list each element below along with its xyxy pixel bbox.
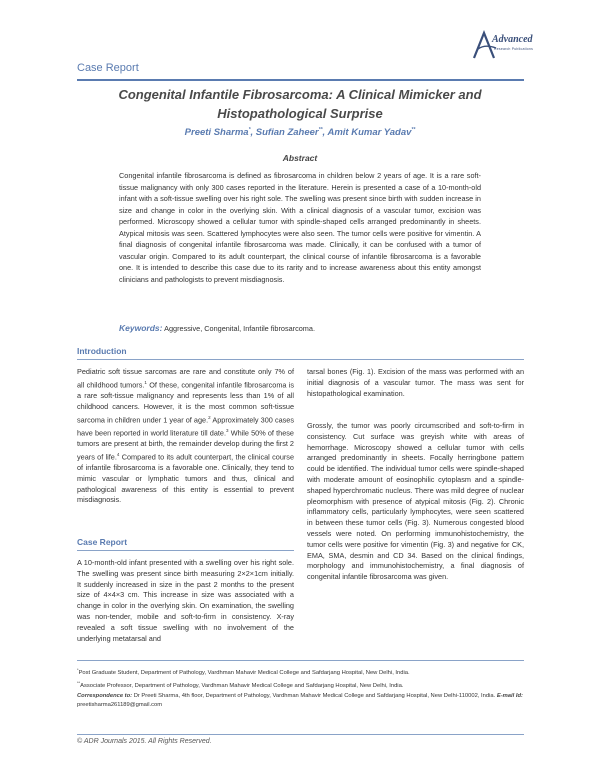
header-divider	[77, 79, 524, 81]
intro-text-2: Of these, congenital infantile fibrosarcoma is a rare soft-tissue malignancy and represents less than 1% of all childhood cancers. However, it is the most common soft-tissue sarcoma in children under 1 year of age.	[77, 380, 294, 425]
correspondence-label: Correspondence to:	[77, 692, 133, 699]
citation-4[interactable]: 4	[116, 451, 120, 457]
introduction-text	[77, 367, 294, 506]
logo-word: Advanced	[492, 34, 533, 45]
citation-1[interactable]: 1	[144, 379, 147, 385]
title-line-2: Histopathological Surprise	[217, 106, 383, 121]
correspondence-text: Dr Preeti Sharma, 4th floor, Department of Pathology, Vardhman Mahavir Medical College and Safdarjang Hospital, New Delhi-110002, India.	[132, 692, 496, 699]
case-report-text-right-1: tarsal bones (Fig. 1). Excision of the mass was performed with an initial diagnosis of a vascular tumor. The mass was sent for histopathological examination.	[307, 367, 524, 398]
footnote-2	[77, 678, 524, 691]
keywords-list: Aggressive, Congenital, Infantile fibrosarcoma.	[162, 324, 315, 333]
footnote-1-mark: *	[77, 667, 79, 672]
publisher-logo	[470, 30, 550, 62]
author-2-mark: **	[318, 127, 323, 133]
intro-text-4: While 50% of these tumors are present at birth, the remainder develop during the first 2 years of life.	[77, 428, 294, 462]
footer-divider	[77, 734, 524, 735]
abstract-text: Congenital infantile fibrosarcoma is defined as fibrosarcoma in children below 2 years of age. It is a rare soft-tissue malignancy with only 300 cases reported in the literature. Herein is presented a case of a 10-month-old infant with a soft-tissue swelling over his right sole. The swelling was present since birth with sudden increase in size and change in color in the overlying skin. With a clinical diagnosis of a vascular tumor, excision was performed. Microscopy showed a cellular tumor with spindle-shaped cells arranged predominantly in sheets. Atypical mitosis was seen. Scattered lymphocytes were also seen. The tumor cells were positive for vimentin. A final diagnosis of congenital infantile fibrosarcoma was made. Clinically, it can be confused with a tumor of vascular origin. Compared to its adult counterpart, the clinical course of infantile fibrosarcoma is a favorable one. It is intended to describe this case due to its rarity and to increase awareness about this entity amongst clinicians and pathologists to prevent misdiagnosis.	[119, 171, 481, 284]
title-line-1: Congenital Infantile Fibrosarcoma: A Clinical Mimicker and	[118, 87, 482, 102]
footnote-1-text: Post Graduate Student, Department of Pathology, Vardhman Mahavir Medical College and Safdarjang Hospital, New Delhi, India.	[78, 669, 410, 676]
introduction-divider	[77, 359, 524, 360]
logo-subtitle: Research Publications	[494, 47, 534, 51]
author-list: Preeti Sharma*, Sufian Zaheer**, Amit Kumar Yadav**	[184, 127, 416, 139]
author-3: Amit Kumar Yadav	[327, 127, 412, 139]
abstract-heading: Abstract	[282, 153, 318, 163]
email-label: E-mail Id:	[495, 692, 523, 699]
case-report-text-right-2: Grossly, the tumor was poorly circumscribed and soft-to-firm in consistency. Cut surface was greyish white with areas of hemorrhage. Microscopy showed a cellular tumor with cells arranged predominantly in sheets. Focally herringbone pattern could be identified. The individual tumor cells were spindle-shaped with moderate amount of eosinophilic cytoplasm and a spindle-shaped hyperchromatic nucleus. There was mild degree of nuclear pleomorphism with presence of atypical mitosis (Fig. 2). Chronic inflammatory cells, particularly lymphocytes, were seen scattered in between these tumor cells (Fig. 3). Numerous congested blood vessels were noted. On performing immunohistochemistry, the tumor cells were positive for vimentin (Fig. 3) and negative for CK, EMA, SMA, desmin and CD 34. Based on the clinical findings, morphology and immunohistochemistry, a final diagnosis of congenital infantile fibrosarcoma was given.	[307, 421, 524, 582]
footnote-1	[77, 665, 524, 678]
keywords	[119, 323, 481, 333]
intro-text-5: Compared to its adult counterpart, the clinical course of infantile fibrosarcoma is a favorable one. Clinically, they tend to mimic vascular or lymphatic tumors and thus, clinical and pathological awareness of this entity is essential to prevent misdiagnosis.	[77, 452, 295, 505]
citation-3[interactable]: 3	[226, 427, 229, 433]
section-label: Case Report	[77, 62, 139, 74]
introduction-heading: Introduction	[77, 346, 127, 356]
email-address[interactable]: preetisharma261189@gmail.com	[77, 702, 163, 709]
case-report-heading: Case Report	[77, 537, 128, 547]
footnotes	[77, 665, 524, 711]
correspondence	[77, 692, 524, 711]
author-2: Sufian Zaheer	[255, 127, 319, 139]
copyright-footer: © ADR Journals 2015. All Rights Reserved.	[77, 738, 212, 745]
author-1-mark: *	[248, 127, 251, 133]
footnote-divider	[77, 660, 524, 661]
case-report-divider	[77, 550, 294, 551]
author-1: Preeti Sharma	[184, 127, 249, 139]
case-report-text-left: A 10-month-old infant presented with a swelling over his right sole. The swelling was present since birth measuring 2×2×1cm initially. It suddenly increased in size in the past 2 months to the present size of 4×4×3 cm. This increase in size was associated with a change in color in the overlying skin. On examination, the swelling was non-tender, mobile and soft-to-firm in consistency. X-ray revealed a soft tissue swelling with no involvement of the underlying metatarsal and	[77, 558, 294, 643]
intro-text-1: Pediatric soft tissue sarcomas are rare and constitute only 7% of all childhood tumors.	[77, 367, 294, 390]
citation-2[interactable]: 2	[208, 414, 211, 420]
footnote-2-text: Associate Professor, Department of Pathology, Vardhman Mahavir Medical College and Safdarjang Hospital, New Delhi, India.	[80, 683, 404, 690]
keywords-label: Keywords:	[119, 323, 163, 333]
author-3-mark: **	[411, 127, 416, 133]
intro-text-3: Approximately 300 cases have been reported in world literature till date.	[77, 415, 295, 438]
footnote-2-mark: **	[77, 680, 81, 686]
article-title	[80, 85, 520, 123]
